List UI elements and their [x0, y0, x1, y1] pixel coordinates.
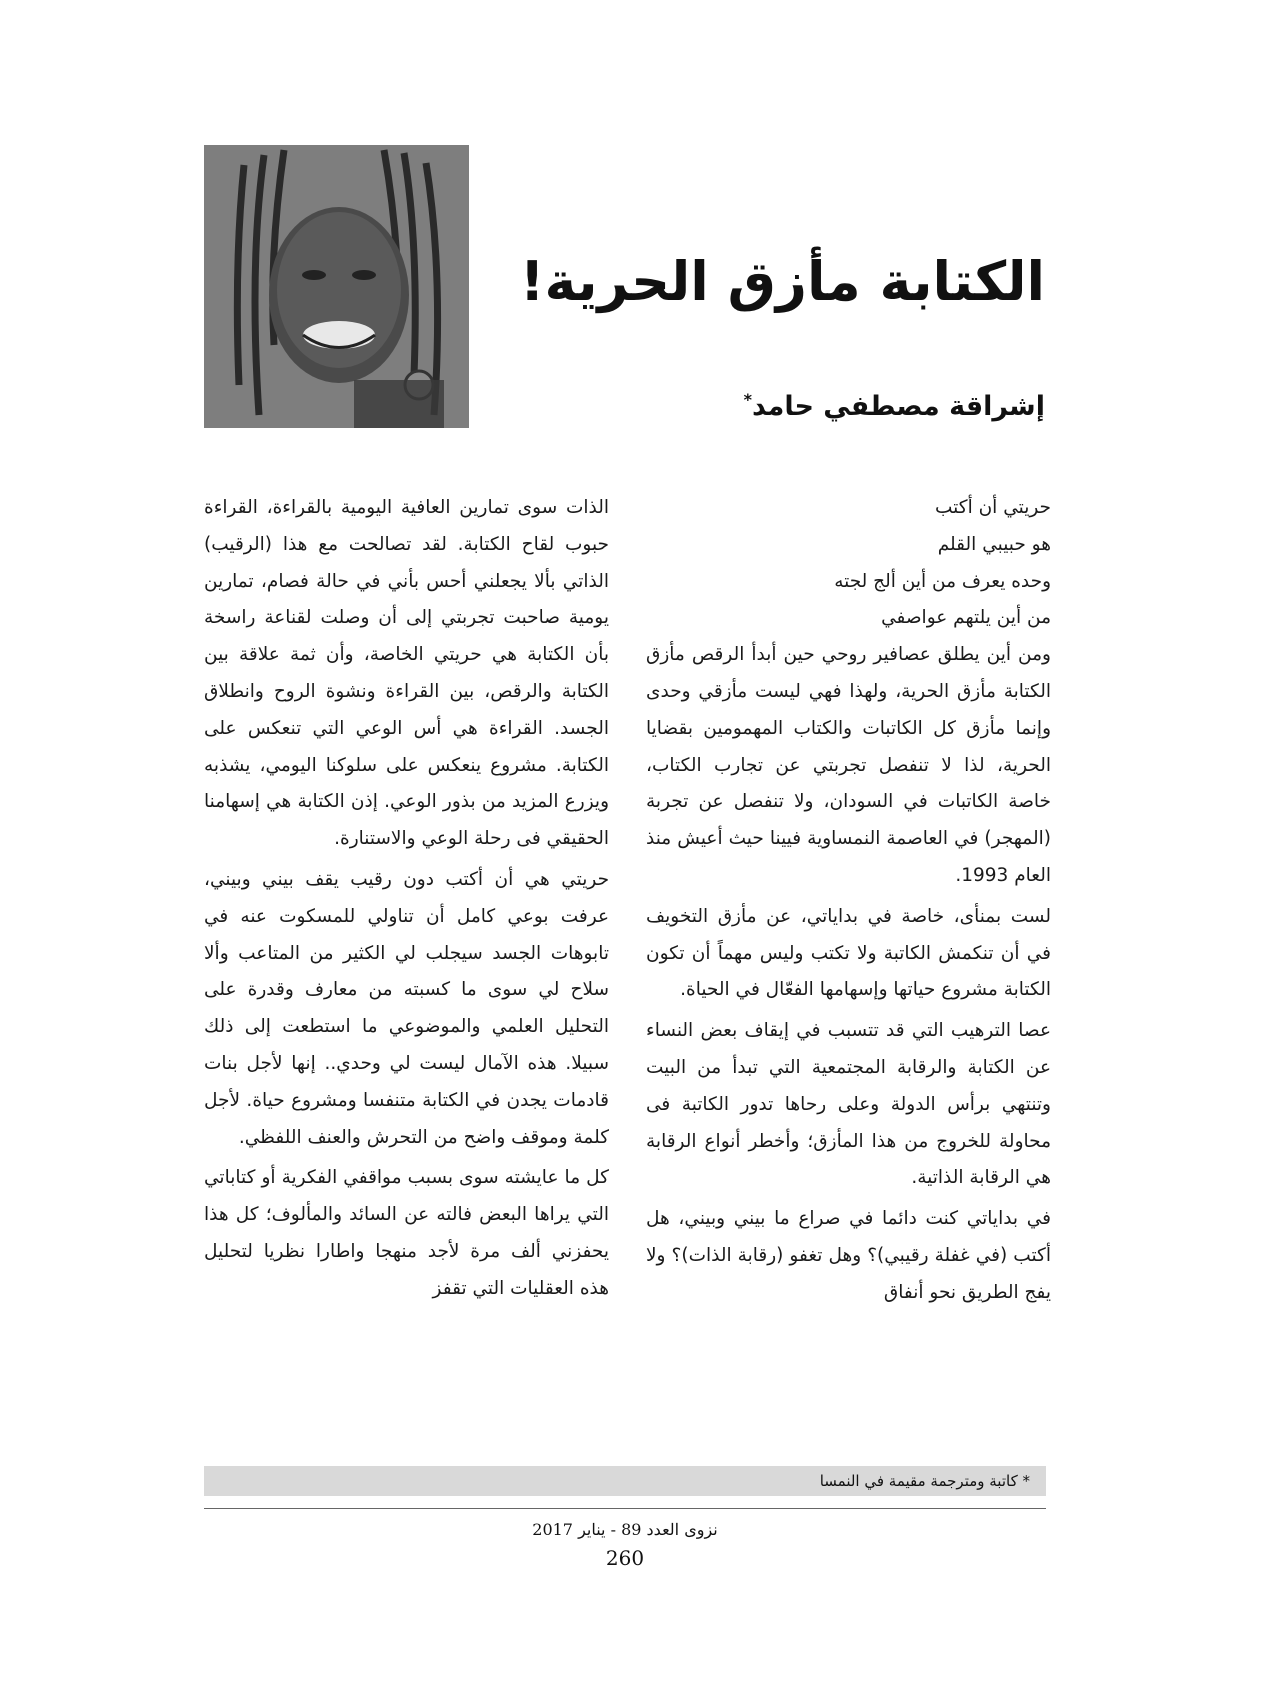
paragraph: عصا الترهيب التي قد تتسبب في إيقاف بعض النساء عن الكتابة والرقابة المجتمعية التي تبدأ من البيت وتنتهي برأس الدولة وعلى رحاها تدور الكاتبة فى محاولة للخروج من هذا المأزق؛ وأخطر أنواع الرقابة هي الرقابة الذاتية. [646, 1020, 1051, 1189]
verse-line: وحده يعرف من أين ألج لجته [834, 570, 1051, 592]
footer-divider [204, 1508, 1046, 1509]
paragraph: ومن أين يطلق عصافير روحي حين أبدأ الرقص مأزق الكتابة مأزق الحرية، ولهذا فهي ليست مأزقي وحدى وإنما مأزق كل الكاتبات والكتاب المهمومين بقضايا الحرية، لذا لا تنفصل تجربتي عن تجارب الكتاب، خاصة الكاتبات في السودان، ولا تنفصل عن تجربة (المهجر) في العاصمة النمساوية فيينا حيث أعيش منذ العام 1993. [646, 644, 1051, 886]
left-text-column [204, 490, 609, 1440]
author-footnote-mark: * [743, 390, 752, 409]
issue-info: نزوى العدد 89 - يناير 2017 [532, 1520, 718, 1539]
paragraph: في بداياتي كنت دائما في صراع ما بيني وبيني، هل أكتب (في غفلة رقيبي)؟ وهل تغفو (رقابة الذات)؟ ولا يفج الطريق نحو أنفاق [646, 1208, 1051, 1303]
paragraph: الذات سوى تمارين العافية اليومية بالقراءة، القراءة حبوب لقاح الكتابة. لقد تصالحت مع هذا (الرقيب) الذاتي بألا يجعلني أحس بأني في حالة فصام، تمارين يومية صاحبت تجربتي إلى أن وصلت لقناعة راسخة بأن الكتابة هي حريتي الخاصة، وأن ثمة علاقة بين الكتابة والرقص، بين القراءة ونشوة الروح وانطلاق الجسد. القراءة هي أس الوعي التي تنعكس على الكتابة. مشروع ينعكس على سلوكنا اليومي، يشذبه ويزرع المزيد من بذور الوعي. إذن الكتابة هي إسهامنا الحقيقي فى رحلة الوعي والاستنارة. [204, 497, 609, 850]
verse-line: من أين يلتهم عواصفي [881, 607, 1051, 629]
author-portrait-photo-icon [204, 145, 469, 428]
paragraph: لست بمنأى، خاصة في بداياتي، عن مأزق التخويف في أن تنكمش الكاتبة ولا تكتب وليس مهماً أن تكون الكتابة مشروع حياتها وإسهامها الفعّال في الحياة. [646, 905, 1051, 1001]
author-name [485, 390, 1045, 422]
right-text-column [646, 490, 1051, 1440]
author-photo [204, 145, 469, 428]
author-name-text: إشراقة مصطفي حامد [752, 391, 1045, 422]
footnote: * كاتبة ومترجمة مقيمة في النمسا [204, 1466, 1046, 1496]
verse-line: هو حبيبي القلم [937, 533, 1051, 555]
article-title: الكتابة مأزق الحرية! [519, 250, 1045, 313]
paragraph: كل ما عايشته سوى بسبب مواقفي الفكرية أو كتاباتي التي يراها البعض فالته عن السائد والمألوف؛ كل هذا يحفزني ألف مرة لأجد منهجا واطارا نظريا لتحليل هذه العقليات التي تقفز [204, 1167, 609, 1299]
verse-line: حريتي أن أكتب [935, 497, 1051, 518]
page-number: 260 [605, 1546, 645, 1570]
paragraph: حريتي هي أن أكتب دون رقيب يقف بيني وبيني، عرفت بوعي كامل أن تناولي للمسكوت عنه في تابوهات الجسد سيجلب لي الكثير من المتاعب وألا سلاح لي سوى ما كسبته من معارف وقدرة على التحليل العلمي والموضوعي ما استطعت إلى ذلك سبيلا. هذه الآمال ليست لي وحدي.. إنها لأجل بنات قادمات يجدن في الكتابة متنفسا ومشروع حياة. لأجل كلمة وموقف واضح من التحرش والعنف اللفظي. [204, 868, 609, 1148]
